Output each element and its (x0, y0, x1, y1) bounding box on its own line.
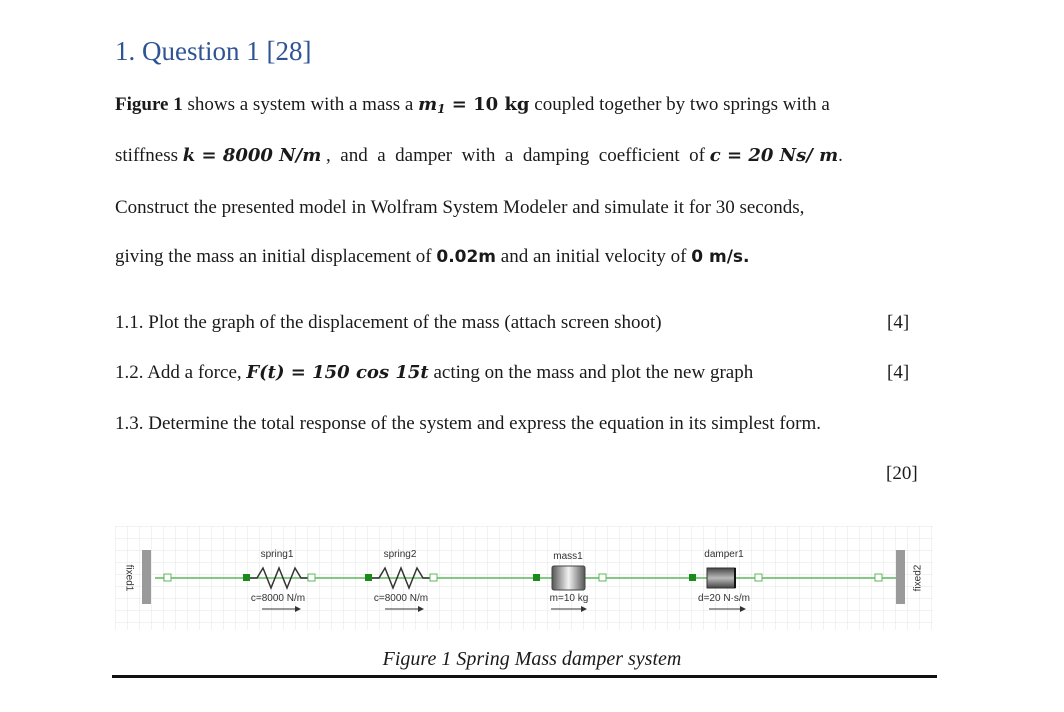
intro-text: . (838, 145, 843, 166)
damper1-port-a[interactable] (689, 574, 696, 581)
damping-equation: c = 20 Ns/ m (709, 145, 839, 166)
spring2-port-b[interactable] (430, 574, 437, 581)
mass1-body[interactable] (552, 566, 585, 590)
intro-line-2 (115, 145, 843, 167)
question-1-3: 1.3. Determine the total response of the system and express the equation in its simplest form. (115, 413, 822, 434)
intro-text: stiffness (115, 145, 183, 166)
damper1-name: damper1 (704, 549, 744, 560)
spring1-port-a[interactable] (243, 574, 250, 581)
spring1-port-b[interactable] (308, 574, 315, 581)
mass-value: = 10 kg (445, 94, 530, 115)
spring2-port-a[interactable] (365, 574, 372, 581)
intro-text: , and a damper with a damping coefficient of (321, 145, 710, 166)
fixed1-label: fixed1 (123, 564, 135, 592)
initial-velocity: 0 m/s. (691, 247, 750, 267)
spring1-name: spring1 (260, 549, 294, 560)
damper1-body[interactable] (707, 568, 735, 588)
damper1-port-b[interactable] (755, 574, 762, 581)
intro-line-1 (115, 94, 830, 116)
initial-displacement: 0.02m (436, 247, 497, 267)
spring2-name: spring2 (383, 549, 417, 560)
stiffness-equation: k = 8000 N/m (182, 145, 322, 166)
intro-text: shows a system with a mass a (182, 94, 419, 115)
mass1-param: m=10 kg (549, 593, 589, 604)
intro-line-3: Construct the presented model in Wolfram System Modeler and simulate it for 30 seconds, (115, 197, 805, 218)
question-1-1-mark: [4] (887, 312, 910, 333)
force-equation: F(t) = 150 cos 15t (246, 362, 429, 383)
fixed1-port[interactable] (164, 574, 171, 581)
figure-caption: Figure 1 Spring Mass damper system (382, 648, 682, 670)
intro-text: coupled together by two springs with a (529, 94, 830, 115)
question-1-2 (115, 362, 753, 384)
intro-text: giving the mass an initial displacement of (115, 246, 437, 267)
question-heading: 1. Question 1 [28] (115, 36, 312, 66)
spring2-param: c=8000 N/m (373, 593, 429, 604)
bottom-rule (112, 675, 937, 678)
intro-text: and an initial velocity of (496, 246, 692, 267)
spring1-param: c=8000 N/m (250, 593, 306, 604)
fixed2-port[interactable] (875, 574, 882, 581)
figure-reference: Figure 1 (115, 94, 183, 115)
mass-symbol: $m_1$ (418, 94, 446, 116)
mass1-port-a[interactable] (533, 574, 540, 581)
question-text: acting on the mass and plot the new graph (428, 362, 754, 383)
question-text: 1.2. Add a force, (115, 362, 247, 383)
spring-mass-damper-diagram (115, 526, 933, 630)
damper1-param: d=20 N·s/m (698, 593, 750, 604)
question-1-3-mark: [20] (886, 463, 918, 484)
fixed2-block[interactable] (896, 550, 905, 604)
mass1-name: mass1 (553, 551, 583, 562)
mass1-port-b[interactable] (599, 574, 606, 581)
question-1-1: 1.1. Plot the graph of the displacement of the mass (attach screen shoot) (115, 312, 662, 333)
question-1-2-mark: [4] (887, 362, 910, 383)
fixed1-block[interactable] (142, 550, 151, 604)
fixed2-label: fixed2 (912, 564, 924, 592)
intro-line-4 (115, 246, 750, 268)
